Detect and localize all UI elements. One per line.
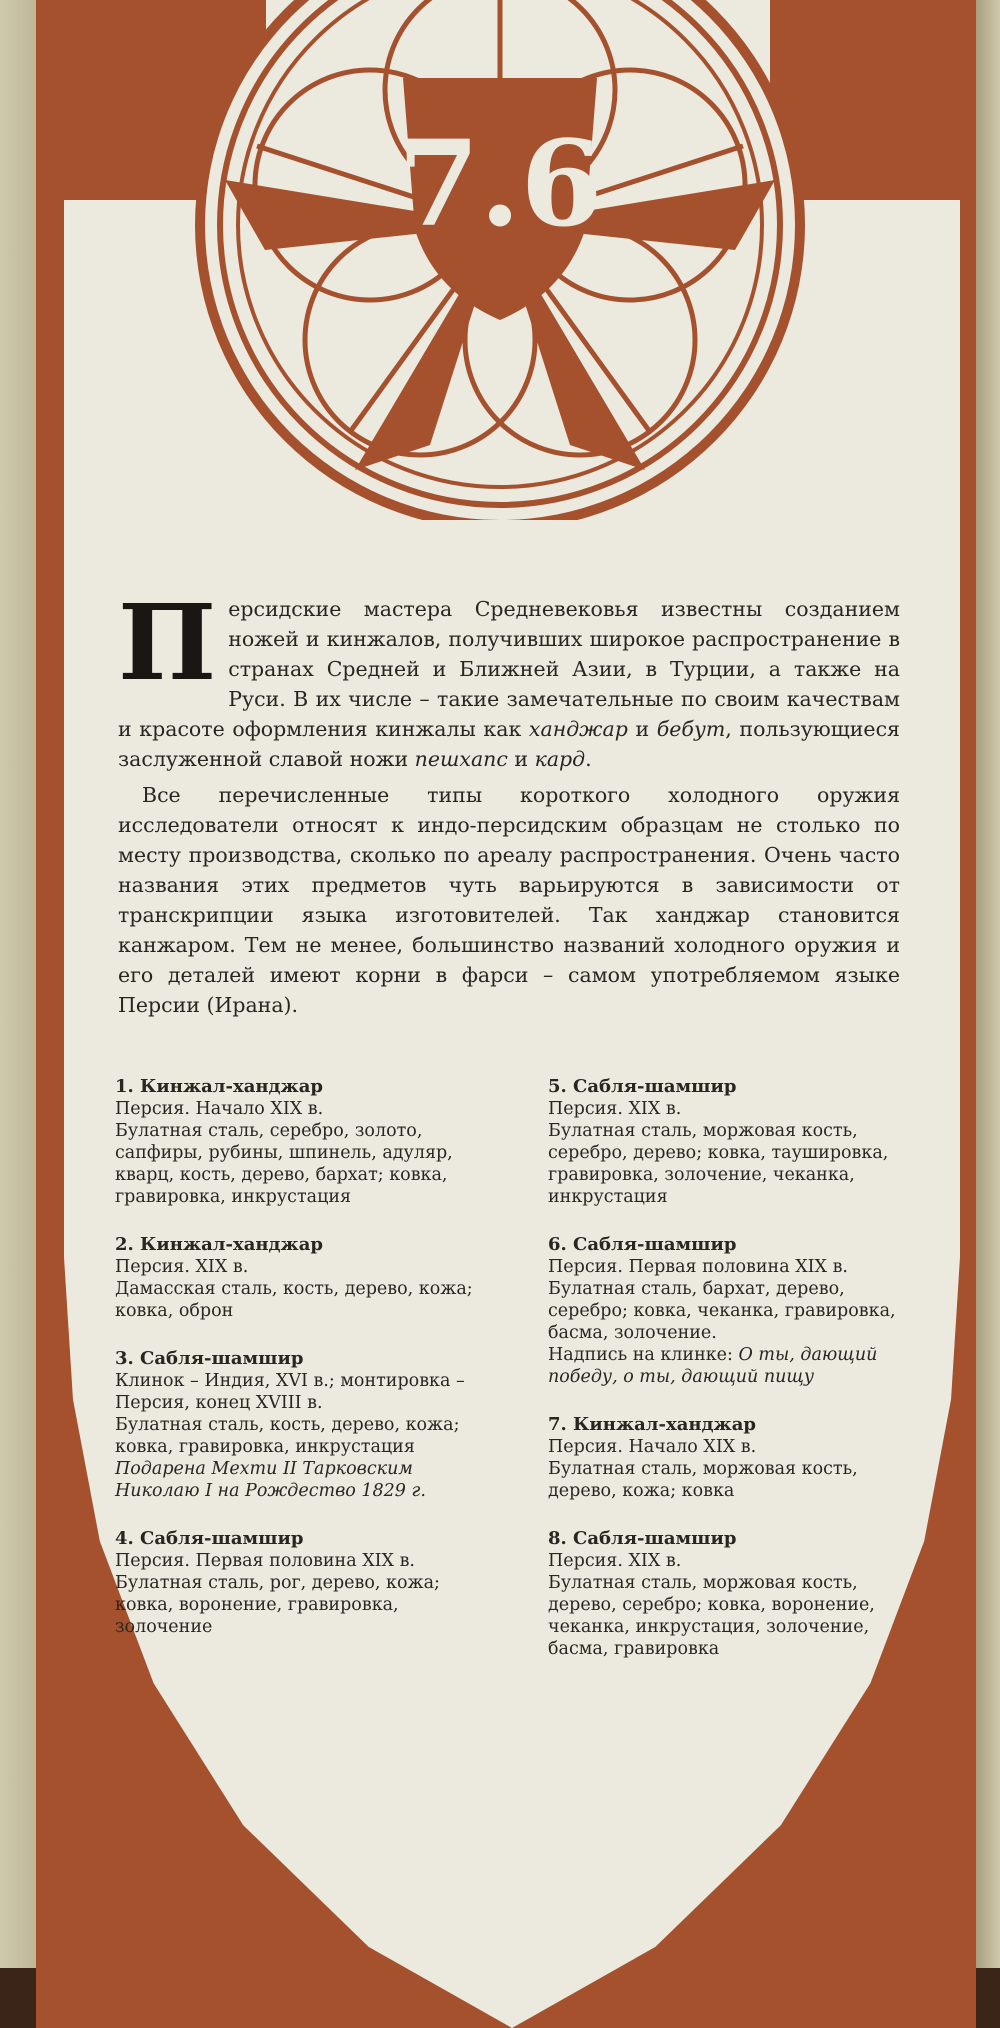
item-origin: Персия. Начало XIX в. bbox=[548, 1437, 757, 1457]
term-bebut: бебут bbox=[656, 717, 726, 741]
emblem bbox=[175, 0, 825, 520]
catalog-item bbox=[115, 1234, 495, 1322]
intro-p1-part-a: ерсидские мастера Средневековья известны созданием ножей и кинжалов, получивших широкое распространение в странах Средней и Ближней Азии, в Турции, а также на Руси. В их числе – такие замечательные по своим качествам и красоте оформления кинжалы как bbox=[118, 597, 900, 741]
seal-number: 7.6 bbox=[397, 114, 603, 253]
item-materials: Дамасская сталь, кость, дерево, кожа; ковка, оброн bbox=[115, 1279, 473, 1321]
catalog-column-right bbox=[548, 1076, 928, 1686]
item-origin: Персия. Первая половина XIX в. bbox=[115, 1551, 415, 1571]
item-materials: Булатная сталь, кость, дерево, кожа; ковка, гравировка, инкрустация bbox=[115, 1415, 460, 1457]
item-materials: Булатная сталь, рог, дерево, кожа; ковка, воронение, гравировка, золочение bbox=[115, 1573, 440, 1637]
item-title: 6. Сабля-шамшир bbox=[548, 1234, 737, 1255]
intro-text bbox=[118, 581, 900, 1020]
item-title: 2. Кинжал-ханджар bbox=[115, 1234, 323, 1255]
item-title: 8. Сабля-шамшир bbox=[548, 1528, 737, 1549]
intro-p1-part-b: , пользующиеся заслуженной славой ножи bbox=[118, 717, 900, 771]
item-origin: Клинок – Индия, XVI в.; монтировка – Персия, конец XVIII в. bbox=[115, 1371, 465, 1413]
item-origin: Персия. Первая половина XIX в. bbox=[548, 1257, 848, 1277]
wall-left bbox=[0, 0, 36, 2028]
item-note: Подарена Мехти II Тарковским Николаю I на Рождество 1829 г. bbox=[115, 1459, 426, 1501]
catalog-item bbox=[548, 1234, 928, 1388]
item-materials: Булатная сталь, моржовая кость, дерево, серебро; ковка, воронение, чеканка, инкрустация, золочение, басма, гравировка bbox=[548, 1573, 875, 1659]
item-materials: Булатная сталь, моржовая кость, серебро, дерево; ковка, таушировка, гравировка, золочение, чеканка, инкрустация bbox=[548, 1121, 889, 1207]
term-peshkaps: пешхапс bbox=[414, 747, 508, 771]
item-title: 4. Сабля-шамшир bbox=[115, 1528, 304, 1549]
intro-p1-end: . bbox=[585, 747, 592, 771]
catalog-item bbox=[115, 1076, 495, 1208]
inscription-text: О ты, дающий победу, о ты, дающий пищу bbox=[548, 1345, 878, 1387]
catalog-column-left bbox=[115, 1076, 495, 1664]
intro-paragraph-2: Все перечисленные типы короткого холодного оружия исследователи относят к индо-персидским образцам не столько по месту производства, сколько по ареалу распространения. Очень часто названия этих предметов чуть варьируются в зависимости от транскрипции языка изготовителей. Так ханджар становится канжаром. Тем не менее, большинство названий холодного оружия и его деталей имеют корни в фарси – самом употребляемом языке Персии (Ирана). bbox=[118, 783, 900, 1017]
item-materials: Булатная сталь, бархат, дерево, серебро; ковка, чеканка, гравировка, басма, золочение. bbox=[548, 1279, 896, 1343]
item-inscription bbox=[548, 1344, 928, 1388]
item-origin: Персия. XIX в. bbox=[548, 1551, 682, 1571]
item-origin: Персия. XIX в. bbox=[115, 1257, 249, 1277]
emblem-rosette-icon bbox=[175, 0, 825, 520]
item-title: 7. Кинжал-ханджар bbox=[548, 1414, 756, 1435]
item-materials: Булатная сталь, серебро, золото, сапфиры, рубины, шпинель, адуляр, кварц, кость, дерево, бархат; ковка, гравировка, инкрустация bbox=[115, 1121, 453, 1207]
catalog-item bbox=[548, 1528, 928, 1660]
catalog-item bbox=[548, 1414, 928, 1502]
drop-cap: П bbox=[118, 581, 217, 704]
intro-p1-and-2: и bbox=[507, 747, 535, 771]
wall-right bbox=[976, 0, 1000, 2028]
inscription-label: Надпись на клинке: bbox=[548, 1345, 739, 1365]
catalog-item bbox=[115, 1528, 495, 1638]
item-materials: Булатная сталь, моржовая кость, дерево, кожа; ковка bbox=[548, 1459, 858, 1501]
item-title: 5. Сабля-шамшир bbox=[548, 1076, 737, 1097]
item-title: 1. Кинжал-ханджар bbox=[115, 1076, 323, 1097]
item-origin: Персия. XIX в. bbox=[548, 1099, 682, 1119]
intro-p1-and-1: и bbox=[627, 717, 657, 741]
term-kard: кард bbox=[534, 747, 586, 771]
catalog-item bbox=[115, 1348, 495, 1502]
catalog-item bbox=[548, 1076, 928, 1208]
intro-paragraph-1 bbox=[118, 581, 900, 774]
item-origin: Персия. Начало XIX в. bbox=[115, 1099, 324, 1119]
term-khanjar: ханджар bbox=[528, 717, 628, 741]
item-title: 3. Сабля-шамшир bbox=[115, 1348, 304, 1369]
